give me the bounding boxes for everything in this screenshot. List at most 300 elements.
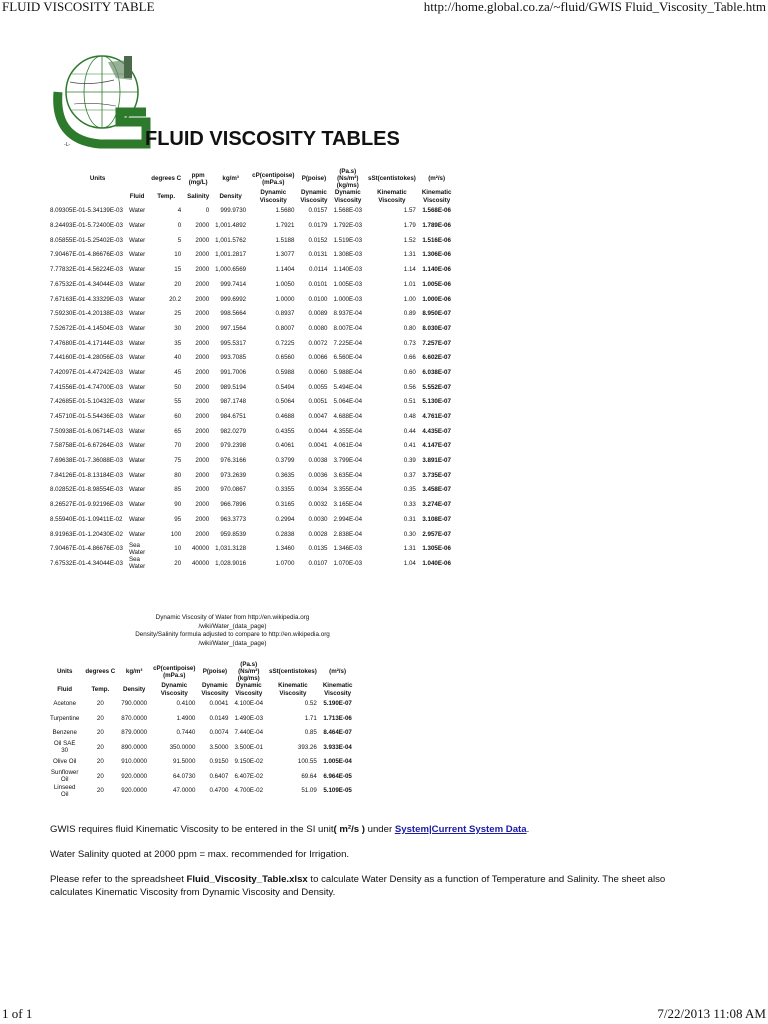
table-cell: 0.0066: [308, 354, 328, 362]
table-row: [47, 292, 454, 307]
column-header: Kinematic Viscosity: [377, 189, 407, 204]
table-cell: 0.0072: [308, 339, 328, 347]
column-header: degrees C: [151, 175, 182, 183]
table-cell: 1.31: [403, 545, 416, 553]
table-cell: 35: [174, 339, 182, 347]
table-cell: 0.0047: [308, 413, 328, 421]
table-header-row: [47, 682, 355, 696]
table-cell: 0.0055: [308, 383, 328, 391]
table-cell: 6.560E-04: [333, 354, 363, 362]
table-cell: 0.0028: [308, 530, 328, 538]
table-cell: 7.52672E-01-4.14504E-03: [50, 324, 123, 332]
table-cell: 64.0730: [173, 772, 196, 780]
table-cell: 9.150E-02: [234, 758, 264, 766]
table-cell: 0.0041: [308, 442, 328, 450]
column-header: kg/m³: [125, 668, 143, 676]
header-title: FLUID VISCOSITY TABLE: [2, 0, 155, 14]
table-cell: 0.33: [403, 501, 416, 509]
table-cell: 4.355E-04: [333, 427, 363, 435]
table-cell: 1.0050: [275, 280, 295, 288]
table-row: [47, 740, 355, 755]
table-cell: 0.4355: [275, 427, 295, 435]
column-header: ppm (mg/L): [188, 171, 208, 186]
table-cell: 0.80: [403, 324, 416, 332]
column-header: Units: [89, 175, 106, 183]
table-cell: Water: [128, 398, 146, 406]
table-cell: Water: [128, 457, 146, 465]
table-cell: 1.140E-06: [422, 266, 451, 274]
table-cell: 7.59230E-01-4.20138E-03: [50, 310, 123, 318]
table-cell: 0.0114: [309, 266, 328, 274]
column-header: (m²/s): [329, 668, 347, 676]
table-cell: 20: [96, 772, 104, 780]
table-cell: 0.7440: [176, 729, 196, 737]
si-unit: ( m²/s ): [333, 824, 365, 835]
table-cell: 987.1748: [220, 398, 247, 406]
spreadsheet-note-line2: calculates Kinematic Viscosity from Dynamic Viscosity and Density.: [50, 887, 336, 899]
table-cell: 70: [174, 442, 182, 450]
table-cell: 40000: [191, 559, 210, 567]
table-cell: 1,028.9016: [215, 559, 247, 567]
table-cell: 2000: [195, 413, 210, 421]
table-cell: 0.9150: [209, 758, 229, 766]
table-cell: 20: [174, 559, 182, 567]
table-cell: 50: [174, 383, 182, 391]
table-cell: 7.58758E-01-6.67264E-03: [50, 442, 123, 450]
table-cell: 963.3773: [220, 515, 247, 523]
table-row: [47, 497, 454, 512]
table-cell: 1.792E-03: [333, 222, 363, 230]
column-header: (m²/s): [428, 175, 446, 183]
column-header: Units: [56, 668, 73, 676]
table-cell: 1,031.3128: [215, 545, 247, 553]
table-cell: Water: [128, 339, 146, 347]
table-cell: 1,000.6569: [215, 266, 247, 274]
table-cell: 0.0135: [308, 545, 328, 553]
table-cell: 984.6751: [220, 413, 247, 421]
table-cell: 2000: [195, 383, 210, 391]
table-cell: 2000: [195, 368, 210, 376]
caption-line: /wiki/Water_(data_page): [198, 639, 267, 647]
table-cell: 5.190E-07: [323, 700, 352, 708]
table-cell: 1.568E-06: [422, 207, 451, 215]
table-cell: 1.005E-06: [422, 280, 451, 288]
table-cell: Water: [128, 222, 146, 230]
table-cell: 1.346E-03: [333, 545, 363, 553]
table-cell: 0.3635: [275, 471, 295, 479]
table-cell: Water: [128, 236, 146, 244]
table-cell: 7.44160E-01-4.28056E-03: [50, 354, 123, 362]
column-header: Kinematic Viscosity: [322, 682, 353, 697]
column-header: Dynamic Viscosity: [160, 682, 188, 697]
table-cell: 20: [96, 787, 104, 795]
table-cell: 3.635E-04: [333, 471, 363, 479]
table-cell: 0.60: [403, 368, 416, 376]
table-cell: Water: [128, 413, 146, 421]
table-cell: Water: [128, 530, 146, 538]
table-cell: 2000: [195, 354, 210, 362]
table-cell: 15: [174, 266, 182, 274]
table-cell: Sea Water: [128, 541, 146, 556]
table-row: [47, 527, 454, 542]
table-cell: 0.89: [403, 310, 416, 318]
table-cell: 8.55940E-01-1.09411E-02: [50, 515, 123, 523]
table-cell: 0.8937: [275, 310, 295, 318]
table-cell: 5.552E-07: [422, 383, 451, 391]
table-cell: 0.0107: [308, 559, 328, 567]
table-cell: 45: [174, 368, 182, 376]
table-cell: 4.061E-04: [333, 442, 363, 450]
table-cell: 1.31: [403, 251, 416, 259]
table-cell: 0.41: [403, 442, 416, 450]
table-cell: 1.0700: [275, 559, 295, 567]
table-cell: 1.14: [403, 266, 416, 274]
column-header: degrees C: [85, 668, 116, 676]
table-cell: 0.0041: [209, 700, 229, 708]
table-cell: 7.41556E-01-4.74700E-03: [50, 383, 123, 391]
table-cell: 5.064E-04: [333, 398, 363, 406]
table-row: [47, 218, 454, 233]
table-cell: 1,001.2817: [215, 251, 247, 259]
table-cell: 2.994E-04: [333, 515, 363, 523]
table-cell: 1.01: [403, 280, 416, 288]
table-cell: 0.3799: [275, 457, 295, 465]
table-cell: Water: [128, 486, 146, 494]
table-cell: 6.602E-07: [422, 354, 451, 362]
table-row: [47, 755, 355, 770]
table-cell: 5.130E-07: [422, 398, 451, 406]
table-cell: Benzene: [52, 729, 77, 737]
header-url[interactable]: http://home.global.co.za/~fluid/GWIS Fluid_Viscosity_Table.htm: [423, 0, 766, 14]
table-cell: 0.4700: [209, 787, 229, 795]
table-cell: 0.52: [304, 700, 317, 708]
table-cell: 47.0000: [173, 787, 196, 795]
spreadsheet-note: Please refer to the spreadsheet Fluid_Viscosity_Table.xlsx to calculate Water Density as a function of Temperature and Salinity. The sheet also calculates Kinematic Viscosity from Dynamic Viscosity and Density.: [50, 874, 666, 899]
table-cell: 1.71: [304, 714, 317, 722]
table-cell: 20: [96, 700, 104, 708]
table-cell: Sea Water: [128, 556, 146, 571]
column-header: [47, 189, 126, 203]
table-cell: 790.0000: [121, 700, 148, 708]
table-cell: 1.789E-06: [422, 222, 451, 230]
table-cell: 4.700E-02: [234, 787, 264, 795]
table-cell: 1.308E-03: [333, 251, 363, 259]
table-cell: 998.5664: [220, 310, 247, 318]
table-cell: 995.5317: [220, 339, 247, 347]
spreadsheet-filename: Fluid_Viscosity_Table.xlsx: [186, 874, 308, 885]
table-cell: 0.44: [403, 427, 416, 435]
table-cell: 879.0000: [121, 729, 148, 737]
table-cell: 0.6407: [209, 772, 229, 780]
table-cell: 920.0000: [121, 787, 148, 795]
table-cell: 0.30: [403, 530, 416, 538]
table-cell: 8.24493E-01-5.72400E-03: [50, 222, 123, 230]
table1-caption: [120, 614, 345, 648]
table-row: [47, 204, 454, 219]
table-cell: 0.73: [403, 339, 416, 347]
table-cell: 1,001.4892: [215, 222, 247, 230]
table-cell: 2000: [195, 457, 210, 465]
table-cell: 999.7414: [220, 280, 247, 288]
table-cell: 0.0100: [308, 295, 328, 303]
table-cell: 1.3460: [275, 545, 295, 553]
table-row: [47, 248, 454, 263]
table-row: [47, 424, 454, 439]
table-cell: 982.0279: [220, 427, 247, 435]
table-cell: 5: [177, 236, 182, 244]
table-cell: 5.494E-04: [333, 383, 363, 391]
table-row: [47, 726, 355, 741]
table-cell: 999.9730: [220, 207, 247, 215]
table-cell: 1.516E-06: [422, 236, 451, 244]
table-cell: 0.5064: [275, 398, 295, 406]
table-cell: 2.838E-04: [333, 530, 363, 538]
table-row: [47, 380, 454, 395]
table-cell: 7.90467E-01-4.86676E-03: [50, 545, 123, 553]
table-row: [47, 321, 454, 336]
table-cell: 0: [205, 207, 210, 215]
table-cell: Water: [128, 280, 146, 288]
table-cell: 0.0157: [308, 207, 328, 215]
table-cell: 2000: [195, 515, 210, 523]
table-cell: 3.799E-04: [333, 457, 363, 465]
table-row: [47, 483, 454, 498]
table-cell: 7.45710E-01-5.54436E-03: [50, 413, 123, 421]
table-cell: 7.69638E-01-7.36088E-03: [50, 457, 123, 465]
table-cell: 4.688E-04: [333, 413, 363, 421]
table-cell: 8.007E-04: [333, 324, 363, 332]
table-cell: 966.7896: [220, 501, 247, 509]
table-cell: 7.67163E-01-4.33329E-03: [50, 295, 123, 303]
table-cell: 0.0060: [308, 368, 328, 376]
table-cell: 0.66: [403, 354, 416, 362]
table-cell: 0.7225: [275, 339, 295, 347]
table-cell: Water: [128, 295, 146, 303]
document-title: FLUID VISCOSITY TABLES: [145, 128, 400, 150]
table-cell: 5.988E-04: [333, 368, 363, 376]
table-row: [47, 351, 454, 366]
column-header: Dynamic Viscosity: [235, 682, 263, 697]
table-cell: 1.519E-03: [333, 236, 363, 244]
table-cell: 0.0038: [308, 457, 328, 465]
table-cell: 959.8539: [220, 530, 247, 538]
table-cell: 80: [174, 471, 182, 479]
table-cell: 0.0179: [308, 222, 328, 230]
table-cell: 95: [174, 515, 182, 523]
table-cell: 1.04: [403, 559, 416, 567]
table-cell: 0.48: [403, 413, 416, 421]
table-cell: 0.0080: [308, 324, 328, 332]
table-cell: 993.7085: [220, 354, 247, 362]
table-row: [47, 262, 454, 277]
table-cell: 8.05855E-01-5.25402E-03: [50, 236, 123, 244]
table-cell: 100.55: [297, 758, 317, 766]
table-header-row: [47, 661, 355, 682]
table-cell: 0.56: [403, 383, 416, 391]
table-cell: 973.2639: [220, 471, 247, 479]
table-cell: 1.3077: [275, 251, 295, 259]
table-cell: 4.761E-07: [422, 413, 451, 421]
table-cell: Water: [128, 515, 146, 523]
table-cell: 3.355E-04: [333, 486, 363, 494]
water-viscosity-table: [47, 168, 454, 571]
table-cell: 0.4061: [275, 442, 295, 450]
table-cell: 0.2994: [275, 515, 295, 523]
table-cell: 5.109E-05: [323, 787, 352, 795]
table-cell: 8.26527E-01-9.92196E-03: [50, 501, 123, 509]
table-cell: 2000: [195, 266, 210, 274]
table-cell: 1.005E-03: [333, 280, 363, 288]
table-cell: 2000: [195, 295, 210, 303]
table-cell: Water: [128, 442, 146, 450]
table-cell: 10: [174, 251, 182, 259]
table-cell: 4.147E-07: [422, 442, 451, 450]
column-header: Density: [123, 685, 146, 693]
table-cell: 75: [174, 457, 182, 465]
table-row: [47, 395, 454, 410]
table-cell: 1.79: [403, 222, 416, 230]
table-cell: 3.165E-04: [333, 501, 363, 509]
table-cell: 1.140E-03: [333, 266, 363, 274]
table-cell: 8.02852E-01-8.98554E-03: [50, 486, 123, 494]
column-header: Fluid: [129, 192, 145, 200]
column-header: cP(centipoise) (mPa.s): [252, 171, 295, 186]
table-row: [47, 409, 454, 424]
table-cell: 0.0089: [308, 310, 328, 318]
table-cell: 3.458E-07: [422, 486, 451, 494]
table-cell: 2000: [195, 222, 210, 230]
table-cell: 0.5494: [275, 383, 295, 391]
table-cell: 55: [174, 398, 182, 406]
table-cell: 7.84126E-01-8.13184E-03: [50, 471, 123, 479]
table-header-row: [47, 189, 454, 203]
table-cell: 4.100E-04: [234, 700, 264, 708]
table-cell: 1.0000: [275, 295, 295, 303]
table-cell: 3.891E-07: [422, 457, 451, 465]
table-cell: 0: [177, 222, 182, 230]
table-cell: 0.37: [403, 471, 416, 479]
caption-line: Dynamic Viscosity of Water from http://en.wikipedia.org: [155, 614, 310, 621]
table-cell: 1.070E-03: [333, 559, 363, 567]
table-row: [47, 512, 454, 527]
table-cell: 393.26: [297, 743, 317, 751]
table-cell: 3.274E-07: [422, 501, 451, 509]
table-cell: 0.4100: [176, 700, 196, 708]
table-cell: 7.225E-04: [333, 339, 363, 347]
table-cell: 3.933E-04: [323, 743, 352, 751]
table-cell: 1.040E-06: [422, 559, 451, 567]
table-cell: 0.0074: [209, 729, 229, 737]
table-cell: 2000: [195, 471, 210, 479]
table-cell: 3.108E-07: [422, 515, 451, 523]
table-cell: 0.4688: [275, 413, 295, 421]
table-cell: 1.5680: [275, 207, 295, 215]
table-cell: Olive Oil: [52, 758, 77, 766]
table-cell: 7.77832E-01-4.56224E-03: [50, 266, 123, 274]
table-cell: 1.005E-04: [323, 758, 352, 766]
table-row: [47, 336, 454, 351]
table-cell: 7.90467E-01-4.86676E-03: [50, 251, 123, 259]
gwis-logo: [50, 52, 155, 157]
column-header: Kinematic Viscosity: [421, 189, 452, 204]
table-cell: 2000: [195, 251, 210, 259]
table-cell: 2.957E-07: [422, 530, 451, 538]
table-cell: 7.47680E-01-4.17144E-03: [50, 339, 123, 347]
table-cell: Water: [128, 310, 146, 318]
table-cell: 3.500E-01: [234, 743, 264, 751]
table-cell: 910.0000: [121, 758, 148, 766]
table-cell: 0.85: [304, 729, 317, 737]
table-cell: 6.964E-05: [323, 772, 352, 780]
table-cell: 6.038E-07: [422, 368, 451, 376]
table-cell: 991.7006: [220, 368, 247, 376]
column-header: Kinematic Viscosity: [278, 682, 308, 697]
table-cell: 1.000E-03: [333, 295, 363, 303]
table-cell: 1.57: [403, 207, 416, 215]
table-cell: 920.0000: [121, 772, 148, 780]
table-cell: 0.0034: [308, 486, 328, 494]
table-cell: 1.568E-03: [333, 207, 363, 215]
table-cell: 2000: [195, 486, 210, 494]
table-cell: 2000: [195, 280, 210, 288]
table-cell: Water: [128, 207, 146, 215]
system-data-link[interactable]: System|Current System Data: [394, 824, 527, 835]
table-cell: 0.6560: [275, 354, 295, 362]
table-row: [47, 453, 454, 468]
table-cell: 0.3165: [275, 501, 295, 509]
table-cell: Water: [128, 266, 146, 274]
column-header: Density: [219, 192, 242, 200]
table-cell: Water: [128, 368, 146, 376]
table-cell: 0.0149: [209, 714, 229, 722]
table-cell: 2000: [195, 442, 210, 450]
caption-line: Density/Salinity formula adjusted to compare to http://en.wikipedia.org: [135, 631, 330, 638]
column-header: Dynamic Viscosity: [300, 189, 328, 204]
table-cell: 8.91963E-01-1.20430E-02: [50, 530, 123, 538]
table-cell: 890.0000: [121, 743, 148, 751]
table-cell: 20: [96, 729, 104, 737]
table-cell: 20.2: [169, 295, 182, 303]
table-cell: 7.42097E-01-4.47242E-03: [50, 368, 123, 376]
table-cell: 1.305E-06: [422, 545, 451, 553]
table-cell: 20: [174, 280, 182, 288]
table-cell: 2000: [195, 236, 210, 244]
table-cell: 7.42685E-01-5.10432E-03: [50, 398, 123, 406]
table-cell: 8.937E-04: [333, 310, 363, 318]
table-cell: Water: [128, 501, 146, 509]
table-cell: Water: [128, 324, 146, 332]
table-cell: Oil SAE 30: [53, 740, 76, 755]
table-cell: 8.030E-07: [422, 324, 451, 332]
table-cell: Linseed Oil: [53, 783, 76, 798]
table-cell: 7.50938E-01-6.06714E-03: [50, 427, 123, 435]
table-cell: 1.7921: [275, 222, 295, 230]
table-cell: 0.39: [403, 457, 416, 465]
column-header: Dynamic Viscosity: [334, 189, 362, 204]
table-cell: Acetone: [53, 700, 77, 708]
column-header: (Pa.s) (Ns/m²) (kg/ms): [336, 168, 359, 190]
table-cell: 30: [174, 324, 182, 332]
table-cell: 2000: [195, 310, 210, 318]
table-cell: 0.0030: [308, 515, 328, 523]
table-cell: 7.257E-07: [422, 339, 451, 347]
table-cell: 0.3355: [275, 486, 295, 494]
column-header: Dynamic Viscosity: [259, 189, 287, 204]
table-cell: 1.52: [403, 236, 416, 244]
column-header: sSt(centistokes): [269, 668, 317, 676]
table-cell: 90: [174, 501, 182, 509]
page-counter: 1 of 1: [2, 1006, 33, 1021]
